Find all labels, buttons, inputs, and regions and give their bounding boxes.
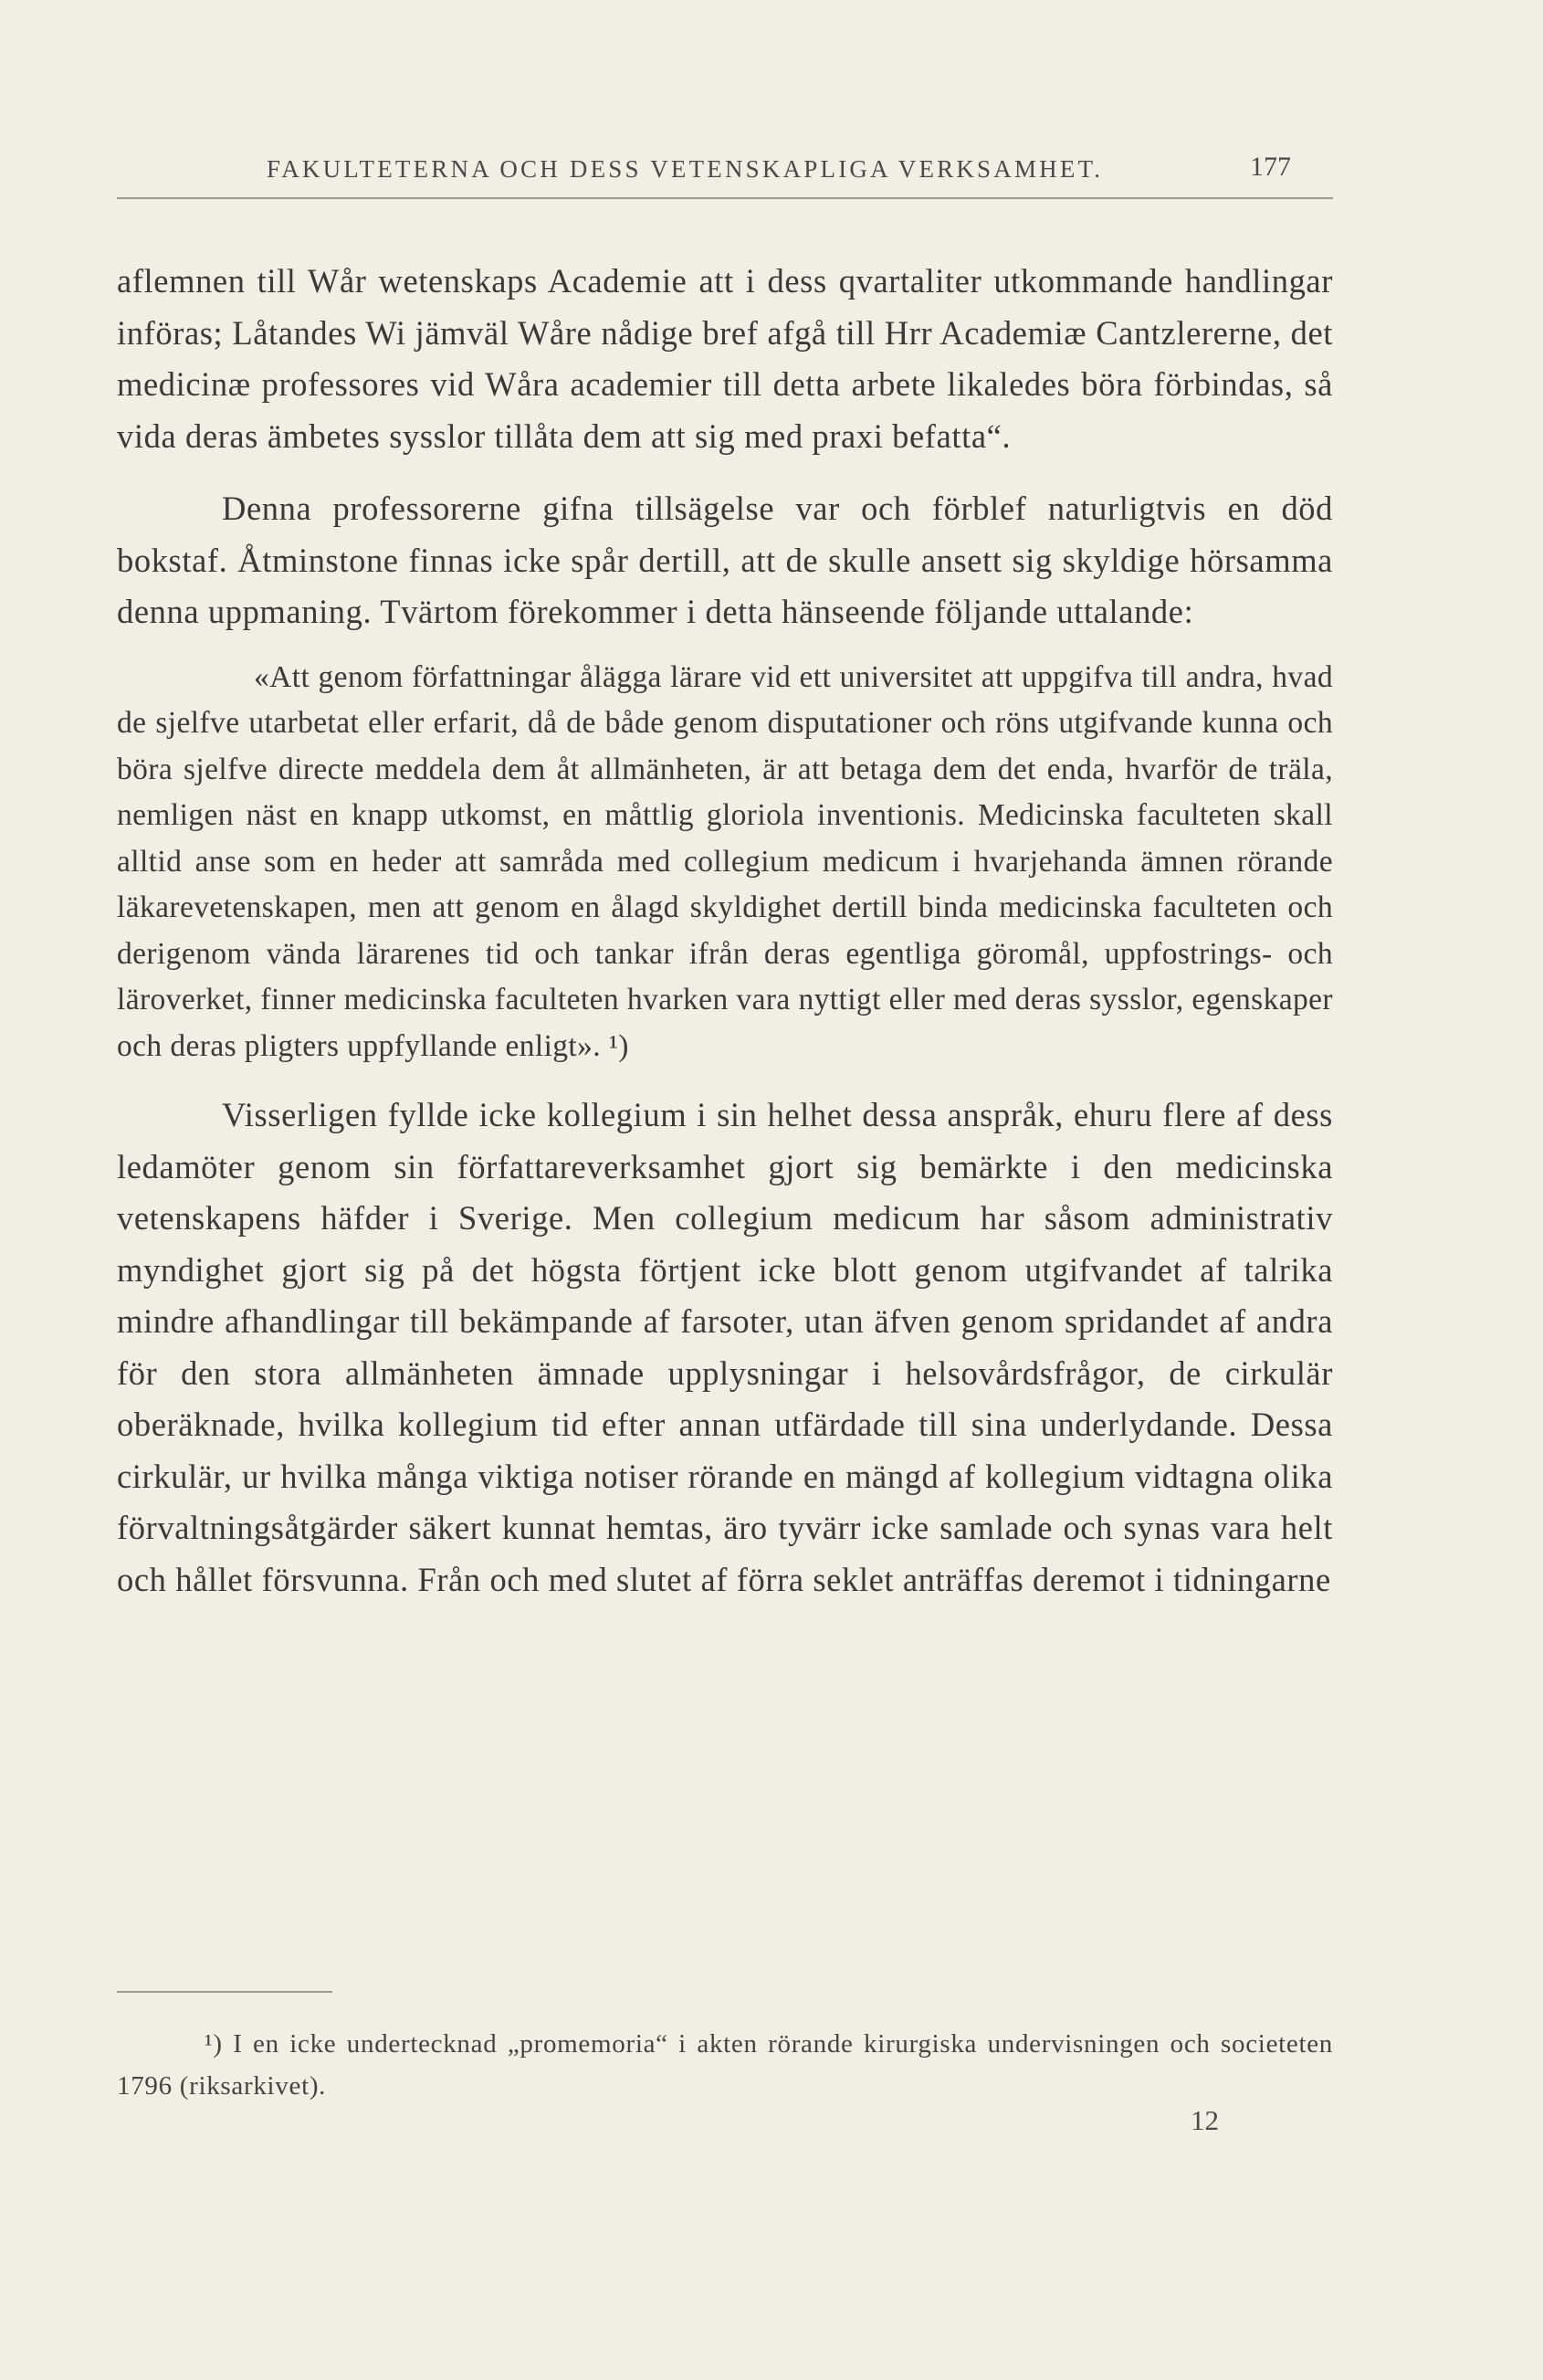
running-header: [117, 148, 1333, 194]
block-quote: «Att genom författningar ålägga lärare vid ett universitet att uppgifva till andra, hvad de sjelfve utarbetat eller erfarit, då de både genom disputationer och röns utgifvande kunna och böra sjelfve directe meddela dem åt allmänheten, är att betaga dem det enda, hvarför de träla, nemligen näst en knapp utkomst, en måttlig gloriola inventionis. Medicinska faculteten skall alltid anse som en heder att samråda med collegium medicum i hvarjehanda ämnen rörande läkarevetenskapen, men att genom en ålagd skyldighet dertill binda medicinska faculteten och derigenom vända lärarenes tid och tankar ifrån deras egentliga göromål, uppfostrings- och läroverket, finner medicinska faculteten hvarken vara nyttigt eller med deras sysslor, egenskaper och deras pligters uppfyllande enligt». ¹): [117, 659, 1333, 1063]
main-text: [117, 256, 1333, 1606]
paragraph-1: aflemnen till Wår wetenskaps Academie att i dess qvartaliter utkommande handlingar införas; Låtandes Wi jämväl Wåre nådige bref afgå till Hrr Academiæ Cantzlererne, det medicinæ professores vid Wåra academier till detta arbete likaledes böra förbindas, så vida deras ämbetes sysslor tillåta dem att sig med praxi befatta“.: [117, 262, 1333, 455]
paragraph-3: Visserligen fyllde icke kollegium i sin helhet dessa anspråk, ehuru flere af dess ledamöter genom sin författareverksamhet gjort sig bemärkte i den medicinska vetenskapens häfder i Sverige. Men collegium medicum har såsom administrativ myndighet gjort sig på det högsta förtjent icke blott genom utgifvandet af talrika mindre afhandlingar till bekämpande af farsoter, utan äfven genom spridandet af andra för den stora allmänheten ämnade upplysningar i helsovårdsfrågor, de cirkulär oberäknade, hvilka kollegium tid efter annan utfärdade till sina underlydande. Dessa cirkulär, ur hvilka många viktiga notiser rörande en mängd af kollegium vidtagna olika förvaltningsåtgärder säkert kunnat hemtas, äro tyvärr icke samlade och synas vara helt och hållet försvunna. Från och med slutet af förra seklet anträffas deremot i tidningarne: [117, 1096, 1333, 1598]
footnote-rule: [117, 1991, 332, 1993]
footnote: ¹) I en icke undertecknad „promemoria“ i akten rörande kirurgiska undervisningen och societeten 1796 (riksarkivet).: [117, 2029, 1333, 2101]
header-rule: [117, 197, 1333, 199]
paragraph-2: Denna professorerne gifna tillsägelse var och förblef naturligtvis en död bokstaf. Åtminstone finnas icke spår dertill, att de skulle ansett sig skyldige hörsamma denna uppmaning. Tvärtom förekommer i detta hänseende följande uttalande:: [117, 490, 1333, 630]
page-number: 177: [1250, 152, 1291, 182]
running-title: FAKULTETERNA OCH DESS VETENSKAPLIGA VERKSAMHET.: [267, 155, 1104, 183]
sheet-signature: 12: [1191, 2104, 1219, 2136]
